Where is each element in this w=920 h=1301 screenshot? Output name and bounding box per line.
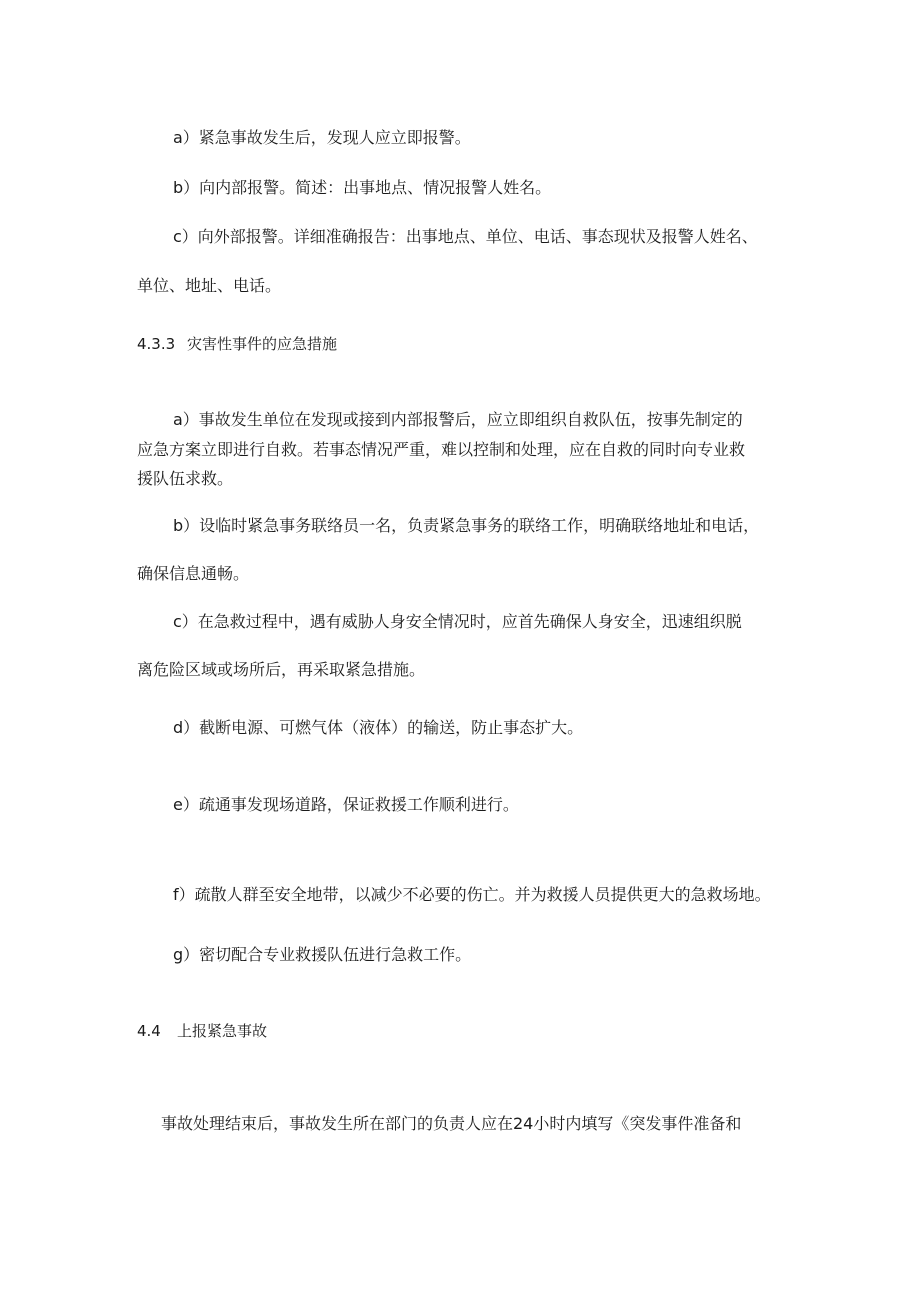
measure-g: g）密切配合专业救援队伍进行急救工作。 (173, 945, 472, 964)
measure-d: d）截断电源、可燃气体（液体）的输送，防止事态扩大。 (173, 718, 584, 737)
measure-a-line2: 应急方案立即进行自救。若事态情况严重，难以控制和处理，应在自救的同时向专业救 (137, 440, 746, 459)
measure-a-line1: a）事故发生单位在发现或接到内部报警后，应立即组织自救队伍，按事先制定的 (173, 410, 743, 429)
measure-e: e）疏通事发现场道路，保证救援工作顺利进行。 (173, 795, 519, 814)
section-heading-4-3-3 (137, 334, 337, 354)
item-a-report: a）紧急事故发生后，发现人应立即报警。 (173, 128, 471, 147)
measure-c-line1: c）在急救过程中，遇有威胁人身安全情况时，应首先确保人身安全，迅速组织脱 (173, 612, 742, 631)
section-number: 4.4 (137, 1022, 161, 1040)
closing-paragraph-line1: 事故处理结束后，事故发生所在部门的负责人应在24小时内填写《突发事件准备和 (161, 1114, 742, 1133)
section-title: 上报紧急事故 (177, 1022, 268, 1040)
measure-b-line1: b）设临时紧急事务联络员一名，负责紧急事务的联络工作，明确联络地址和电话， (173, 516, 760, 535)
item-c-external-report: c）向外部报警。详细准确报告：出事地点、单位、电话、事态现状及报警人姓名、 (173, 227, 758, 246)
item-c-external-report-cont: 单位、地址、电话。 (137, 276, 282, 295)
section-number: 4.3.3 (137, 335, 176, 353)
section-heading-4-4 (137, 1021, 267, 1041)
section-title: 灾害性事件的应急措施 (187, 335, 338, 353)
item-b-internal-report: b）向内部报警。简述：出事地点、情况报警人姓名。 (173, 178, 552, 197)
measure-a-line3: 援队伍求救。 (137, 469, 234, 488)
measure-b-line2: 确保信息通畅。 (137, 564, 250, 583)
measure-c-line2: 离危险区域或场所后，再采取紧急措施。 (137, 660, 426, 679)
measure-f: f）疏散人群至安全地带，以减少不必要的伤亡。并为救援人员提供更大的急救场地。 (173, 885, 771, 904)
